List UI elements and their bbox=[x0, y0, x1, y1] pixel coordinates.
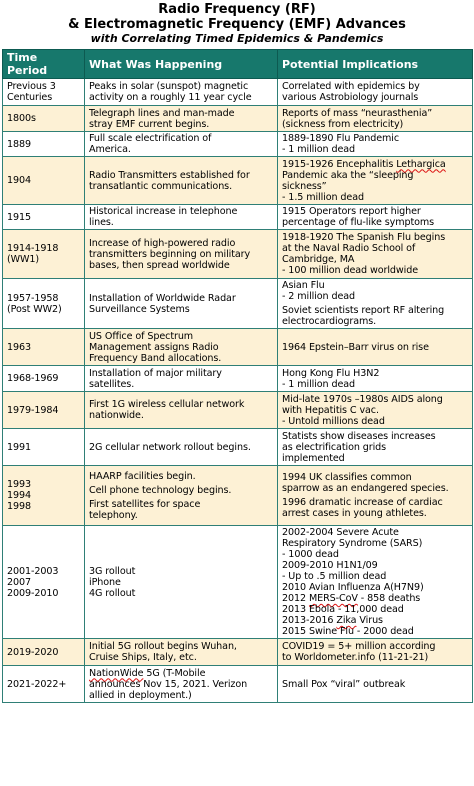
period-line: 2007 bbox=[7, 576, 32, 588]
happening-line: satellites. bbox=[89, 378, 135, 390]
happening-line: US Office of Spectrum bbox=[89, 330, 194, 342]
happening-line: Increase of high-powered radio bbox=[89, 237, 236, 249]
happening-line: America. bbox=[89, 144, 131, 155]
spellcheck-underline: NationWide bbox=[89, 667, 144, 679]
implications-line: (sickness from electricity) bbox=[282, 118, 404, 130]
cell-period bbox=[3, 666, 85, 703]
period-line: Centuries bbox=[7, 92, 53, 103]
implications-line: sickness” bbox=[282, 180, 327, 192]
implications-line: sparrow as an endangered species. bbox=[282, 483, 449, 494]
implications-line: - 1.5 million dead bbox=[282, 191, 364, 203]
table-row bbox=[3, 279, 473, 329]
period-line: 1991 bbox=[7, 441, 32, 453]
period-line: 2019-2020 bbox=[7, 646, 59, 658]
implications-line: - Up to .5 million dead bbox=[282, 571, 387, 582]
header-what-was-happening: What Was Happening bbox=[85, 50, 278, 79]
cell-implications bbox=[278, 106, 473, 132]
implications-line: percentage of flu-like symptoms bbox=[282, 217, 435, 228]
implications-line: 2015 Swine Flu - 2000 dead bbox=[282, 626, 414, 637]
cell-happening bbox=[85, 429, 278, 466]
cell-implications bbox=[278, 132, 473, 157]
table-row bbox=[3, 429, 473, 466]
cell-implications bbox=[278, 366, 473, 392]
table-row bbox=[3, 329, 473, 366]
cell-period bbox=[3, 205, 85, 230]
table-row bbox=[3, 392, 473, 429]
table-row bbox=[3, 466, 473, 526]
period-line: 1914-1918 bbox=[7, 243, 59, 254]
implications-line: as electrification grids bbox=[282, 441, 387, 453]
happening-line: Installation of major military bbox=[89, 367, 222, 379]
table-row bbox=[3, 666, 473, 703]
table-row bbox=[3, 205, 473, 230]
cell-happening bbox=[85, 106, 278, 132]
implications-line: - 1 million dead bbox=[282, 378, 356, 390]
spellcheck-underline: MERS-CoV bbox=[308, 593, 358, 604]
spellcheck-underline: Zika bbox=[336, 615, 357, 626]
cell-implications bbox=[278, 79, 473, 106]
cell-period bbox=[3, 429, 85, 466]
implications-line: at the Naval Radio School of bbox=[282, 243, 416, 254]
cell-happening bbox=[85, 639, 278, 666]
cell-happening bbox=[85, 392, 278, 429]
implications-line: 1915 Operators report higher bbox=[282, 206, 421, 217]
cell-implications bbox=[278, 639, 473, 666]
implications-line: Soviet scientists report RF altering bbox=[282, 305, 445, 316]
implications-line: - 2 million dead bbox=[282, 291, 356, 302]
implications-line: 1915-1926 Encephalitis Lethargica bbox=[282, 158, 446, 170]
implications-line: Correlated with epidemics by bbox=[282, 81, 420, 92]
implications-line: Pandemic aka the “sleeping bbox=[282, 169, 414, 181]
implications-line: COVID19 = 5+ million according bbox=[282, 641, 436, 652]
cell-implications bbox=[278, 392, 473, 429]
period-line: 1963 bbox=[7, 341, 32, 353]
implications-line: arrest cases in young athletes. bbox=[282, 508, 427, 519]
implications-line: 2002-2004 Severe Acute bbox=[282, 527, 399, 538]
happening-line: Surveillance Systems bbox=[89, 303, 190, 315]
period-line: (Post WW2) bbox=[7, 303, 62, 315]
happening-line: lines. bbox=[89, 217, 114, 228]
happening-line: Historical increase in telephone bbox=[89, 206, 238, 217]
implications-line: 1918-1920 The Spanish Flu begins bbox=[282, 232, 446, 243]
implications-line: 1964 Epstein–Barr virus on rise bbox=[282, 341, 429, 353]
implications-line: Hong Kong Flu H3N2 bbox=[282, 367, 380, 379]
implications-line: 2010 Avian Influenza A(H7N9) bbox=[282, 582, 424, 593]
implications-line: 2009-2010 H1N1/09 bbox=[282, 560, 378, 571]
cell-period bbox=[3, 329, 85, 366]
happening-line: Cell phone technology begins. bbox=[89, 484, 232, 496]
happening-line: transmitters beginning on military bbox=[89, 248, 251, 260]
table-row bbox=[3, 79, 473, 106]
implications-line: Asian Flu bbox=[282, 280, 325, 291]
happening-line: Installation of Worldwide Radar bbox=[89, 292, 236, 304]
title-line-2: & Electromagnetic Frequency (EMF) Advances bbox=[68, 17, 406, 32]
happening-line: 2G cellular network rollout begins. bbox=[89, 441, 251, 453]
cell-implications bbox=[278, 205, 473, 230]
happening-line: allied in deployment.) bbox=[89, 689, 192, 701]
implications-line: to Worldometer.info (11-21-21) bbox=[282, 652, 429, 663]
period-line: 1889 bbox=[7, 138, 32, 150]
cell-implications bbox=[278, 329, 473, 366]
cell-implications bbox=[278, 526, 473, 639]
happening-line: 4G rollout bbox=[89, 587, 136, 599]
period-line: 2021-2022+ bbox=[7, 678, 67, 690]
happening-line: HAARP facilities begin. bbox=[89, 470, 196, 482]
happening-line: Peaks in solar (sunspot) magnetic bbox=[89, 81, 249, 92]
happening-line: activity on a roughly 11 year cycle bbox=[89, 92, 252, 103]
happening-line: First satellites for space bbox=[89, 498, 201, 510]
happening-line: iPhone bbox=[89, 576, 121, 588]
implications-line: Mid-late 1970s –1980s AIDS along bbox=[282, 393, 443, 405]
header-potential-implications: Potential Implications bbox=[278, 50, 473, 79]
table-body bbox=[3, 79, 473, 703]
implications-line: 2012 MERS-CoV - 858 deaths bbox=[282, 593, 421, 604]
happening-line: Full scale electrification of bbox=[89, 133, 212, 144]
implications-line: Cambridge, MA bbox=[282, 254, 355, 265]
table-row bbox=[3, 132, 473, 157]
period-line: 1993 bbox=[7, 479, 32, 490]
table-row bbox=[3, 230, 473, 279]
cell-implications bbox=[278, 429, 473, 466]
happening-line: 3G rollout bbox=[89, 565, 136, 577]
table-header-row bbox=[3, 50, 473, 79]
spellcheck-underline: Lethargica bbox=[396, 158, 446, 170]
cell-period bbox=[3, 157, 85, 205]
happening-line: Telegraph lines and man-made bbox=[89, 107, 235, 119]
implications-line: electrocardiograms. bbox=[282, 316, 377, 327]
period-line: 1957-1958 bbox=[7, 292, 59, 304]
cell-period bbox=[3, 79, 85, 106]
table-row bbox=[3, 106, 473, 132]
cell-period bbox=[3, 106, 85, 132]
cell-happening bbox=[85, 526, 278, 639]
happening-line: nationwide. bbox=[89, 410, 144, 421]
cell-implications bbox=[278, 666, 473, 703]
cell-happening bbox=[85, 279, 278, 329]
happening-line: Cruise Ships, Italy, etc. bbox=[89, 652, 197, 663]
cell-period bbox=[3, 132, 85, 157]
implications-line: 2013 Ebola - 11,000 dead bbox=[282, 604, 404, 615]
cell-happening bbox=[85, 466, 278, 526]
cell-implications bbox=[278, 466, 473, 526]
cell-implications bbox=[278, 230, 473, 279]
implications-line: - 100 million dead worldwide bbox=[282, 265, 419, 276]
timeline-table bbox=[2, 49, 473, 703]
implications-line: Reports of mass “neurasthenia” bbox=[282, 107, 433, 119]
subtitle: with Correlating Timed Epidemics & Pandemics bbox=[90, 32, 384, 45]
happening-line: Management assigns Radio bbox=[89, 341, 219, 353]
happening-line: announces Nov 15, 2021. Verizon bbox=[89, 678, 248, 690]
period-line: 1994 bbox=[7, 490, 32, 501]
happening-line: Frequency Band allocations. bbox=[89, 352, 222, 364]
implications-line: 1994 UK classifies common bbox=[282, 472, 412, 483]
implications-line: 1996 dramatic increase of cardiac bbox=[282, 497, 443, 508]
period-line: Previous 3 bbox=[7, 81, 56, 92]
cell-period bbox=[3, 639, 85, 666]
happening-line: Radio Transmitters established for bbox=[89, 169, 250, 181]
cell-period bbox=[3, 392, 85, 429]
implications-line: Respiratory Syndrome (SARS) bbox=[282, 538, 423, 549]
implications-line: - 1 million dead bbox=[282, 144, 356, 155]
period-line: 1998 bbox=[7, 501, 32, 512]
table-row bbox=[3, 157, 473, 205]
cell-period bbox=[3, 279, 85, 329]
implications-line: - Untold millions dead bbox=[282, 415, 385, 427]
implications-line: various Astrobiology journals bbox=[282, 92, 419, 103]
period-line: 2009-2010 bbox=[7, 587, 59, 599]
cell-happening bbox=[85, 329, 278, 366]
cell-happening bbox=[85, 230, 278, 279]
implications-line: 2013-2016 Zika Virus bbox=[282, 615, 383, 626]
implications-line: with Hepatitis C vac. bbox=[282, 404, 379, 416]
period-line: 2001-2003 bbox=[7, 565, 59, 577]
cell-happening bbox=[85, 205, 278, 230]
cell-happening bbox=[85, 666, 278, 703]
happening-line: First 1G wireless cellular network bbox=[89, 399, 245, 410]
period-line: 1904 bbox=[7, 175, 32, 186]
cell-happening bbox=[85, 132, 278, 157]
implications-line: 1889-1890 Flu Pandemic bbox=[282, 133, 400, 144]
period-line: 1979-1984 bbox=[7, 404, 59, 416]
implications-line: Small Pox “viral” outbreak bbox=[282, 678, 406, 690]
table-row bbox=[3, 366, 473, 392]
implications-line: Statists show diseases increases bbox=[282, 430, 436, 442]
cell-implications bbox=[278, 279, 473, 329]
table-row bbox=[3, 639, 473, 666]
happening-line: telephony. bbox=[89, 509, 138, 521]
cell-period bbox=[3, 230, 85, 279]
cell-implications bbox=[278, 157, 473, 205]
cell-happening bbox=[85, 79, 278, 106]
period-line: 1968-1969 bbox=[7, 373, 59, 384]
happening-line: stray EMF current begins. bbox=[89, 118, 210, 130]
cell-happening bbox=[85, 157, 278, 205]
implications-line: implemented bbox=[282, 452, 345, 464]
implications-line: - 1000 dead bbox=[282, 549, 339, 560]
table-row bbox=[3, 526, 473, 639]
header-time-period: Time Period bbox=[3, 50, 85, 79]
happening-line: transatlantic communications. bbox=[89, 180, 233, 192]
cell-period bbox=[3, 366, 85, 392]
period-line: 1800s bbox=[7, 113, 36, 124]
cell-happening bbox=[85, 366, 278, 392]
cell-period bbox=[3, 526, 85, 639]
happening-line: bases, then spread worldwide bbox=[89, 259, 230, 271]
happening-line: NationWide 5G (T-Mobile bbox=[89, 667, 206, 679]
period-line: 1915 bbox=[7, 211, 32, 223]
title-line-1: Radio Frequency (RF) bbox=[158, 2, 316, 17]
cell-period bbox=[3, 466, 85, 526]
period-line: (WW1) bbox=[7, 254, 40, 265]
happening-line: Initial 5G rollout begins Wuhan, bbox=[89, 641, 237, 652]
